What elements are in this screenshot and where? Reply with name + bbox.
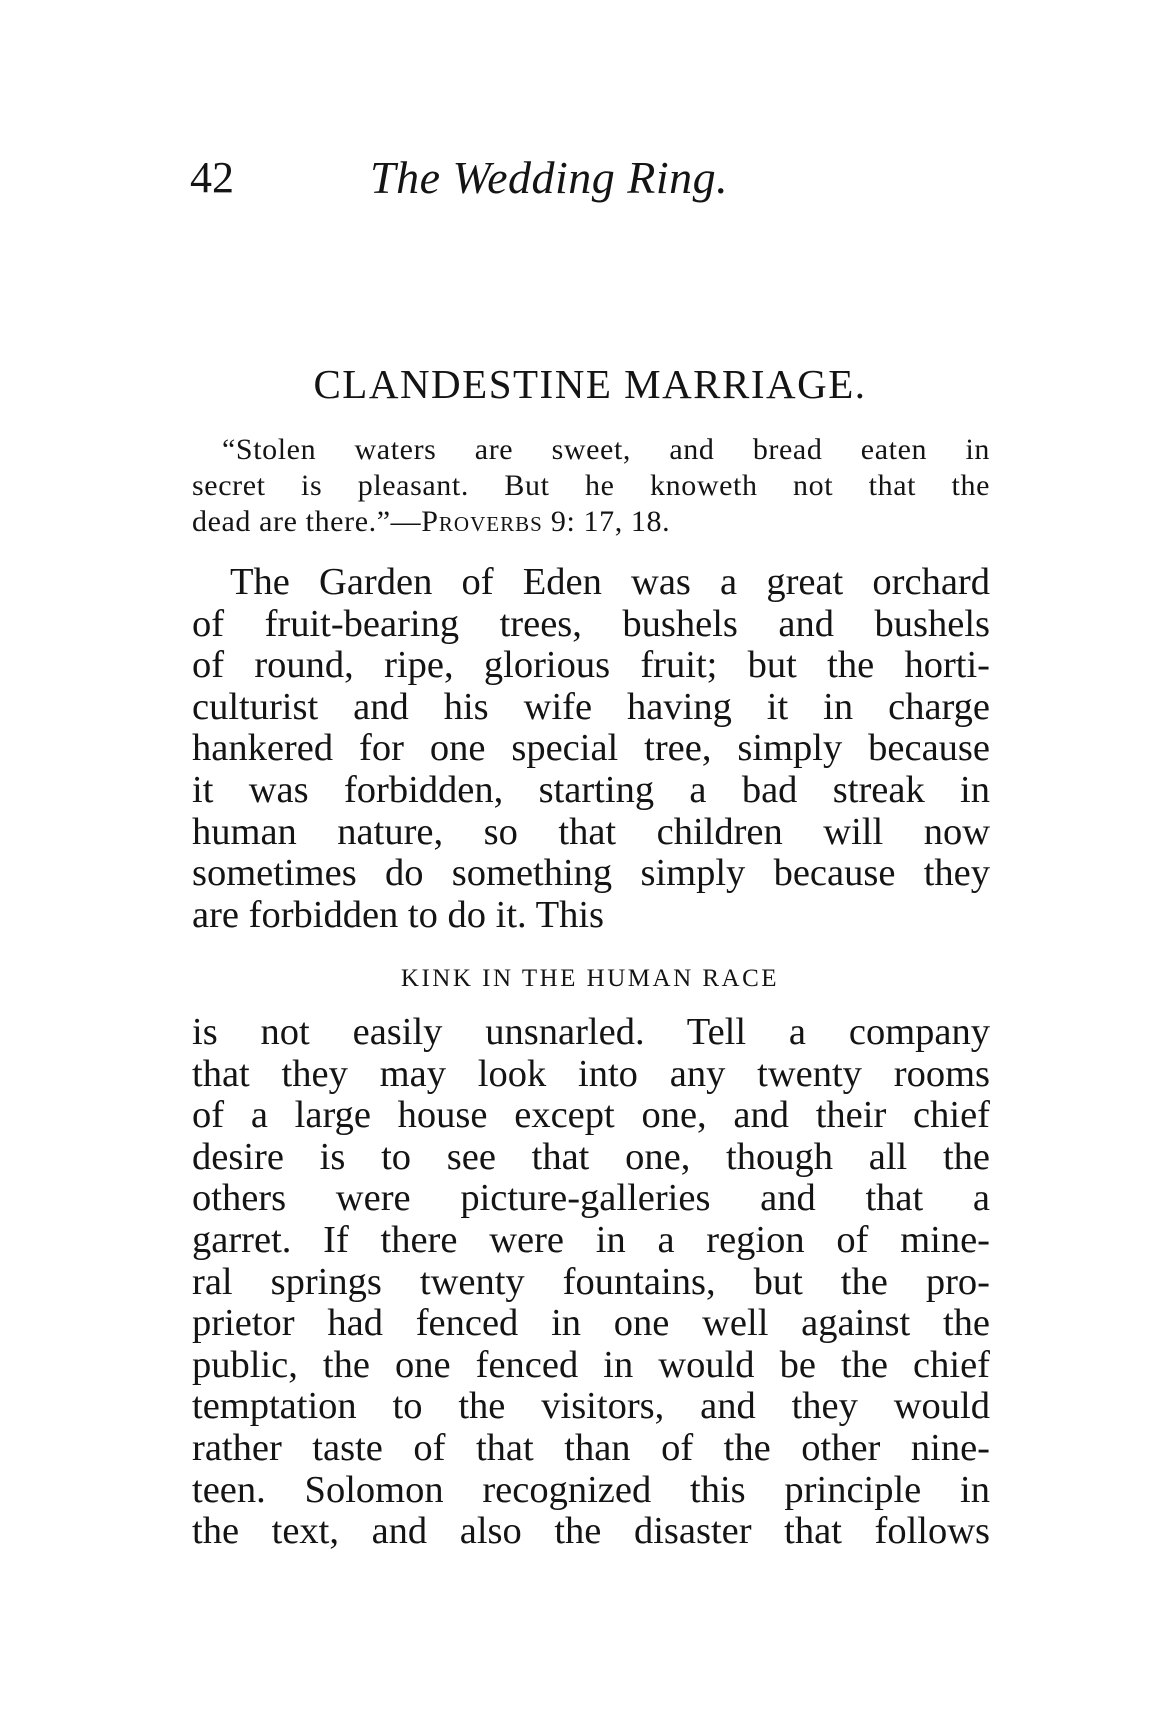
epigraph [192, 432, 990, 540]
epigraph-citation-book: Proverbs [421, 505, 543, 538]
paragraph-2 [192, 1012, 990, 1553]
text-line: of round, ripe, glorious fruit; but the horti- [192, 644, 990, 687]
text-line: sometimes do something simply because they [192, 852, 990, 895]
running-head [190, 148, 990, 208]
text-line: hankered for one special tree, simply because [192, 727, 990, 770]
running-title: The Wedding Ring. [370, 152, 729, 203]
epigraph-line: secret is pleasant. But he knoweth not that the [192, 469, 990, 502]
text-line: that they may look into any twenty rooms [192, 1052, 990, 1095]
chapter-title: CLANDESTINE MARRIAGE. [313, 361, 867, 407]
text-line: The Garden of Eden was a great orchard [230, 561, 990, 603]
text-line: rather taste of that than of the other nine- [192, 1426, 990, 1469]
text-line: ral springs twenty fountains, but the pro- [192, 1260, 990, 1303]
text-line: are forbidden to do it. This [192, 893, 605, 936]
text-line: teen. Solomon recognized this principle in [192, 1468, 990, 1511]
epigraph-citation-ref: 9: 17, 18. [550, 505, 671, 538]
text-line: temptation to the visitors, and they would [192, 1385, 990, 1428]
text-line: others were picture-galleries and that a [192, 1177, 990, 1220]
epigraph-line [192, 504, 990, 540]
text-line: of fruit-bearing trees, bushels and bushels [192, 602, 990, 645]
subheading: KINK IN THE HUMAN RACE [400, 965, 780, 992]
paragraph-1 [192, 562, 990, 936]
text-line: the text, and also the disaster that follows [192, 1510, 990, 1553]
text-line: desire is to see that one, though all the [192, 1135, 990, 1178]
text-line: garret. If there were in a region of mine- [192, 1218, 990, 1261]
epigraph-line-text: dead are there.”— [192, 505, 422, 538]
epigraph-line: “Stolen waters are sweet, and bread eaten in [222, 433, 990, 466]
text-line: culturist and his wife having it in charge [192, 685, 990, 728]
text-line: prietor had fenced in one well against the [192, 1302, 990, 1345]
text-line: is not easily unsnarled. Tell a company [192, 1011, 990, 1053]
text-line: public, the one fenced in would be the chief [192, 1343, 990, 1386]
page-number: 42 [190, 153, 234, 202]
text-line: it was forbidden, starting a bad streak in [192, 768, 990, 811]
text-line: human nature, so that children will now [192, 810, 990, 853]
text-line: of a large house except one, and their chief [192, 1094, 990, 1137]
